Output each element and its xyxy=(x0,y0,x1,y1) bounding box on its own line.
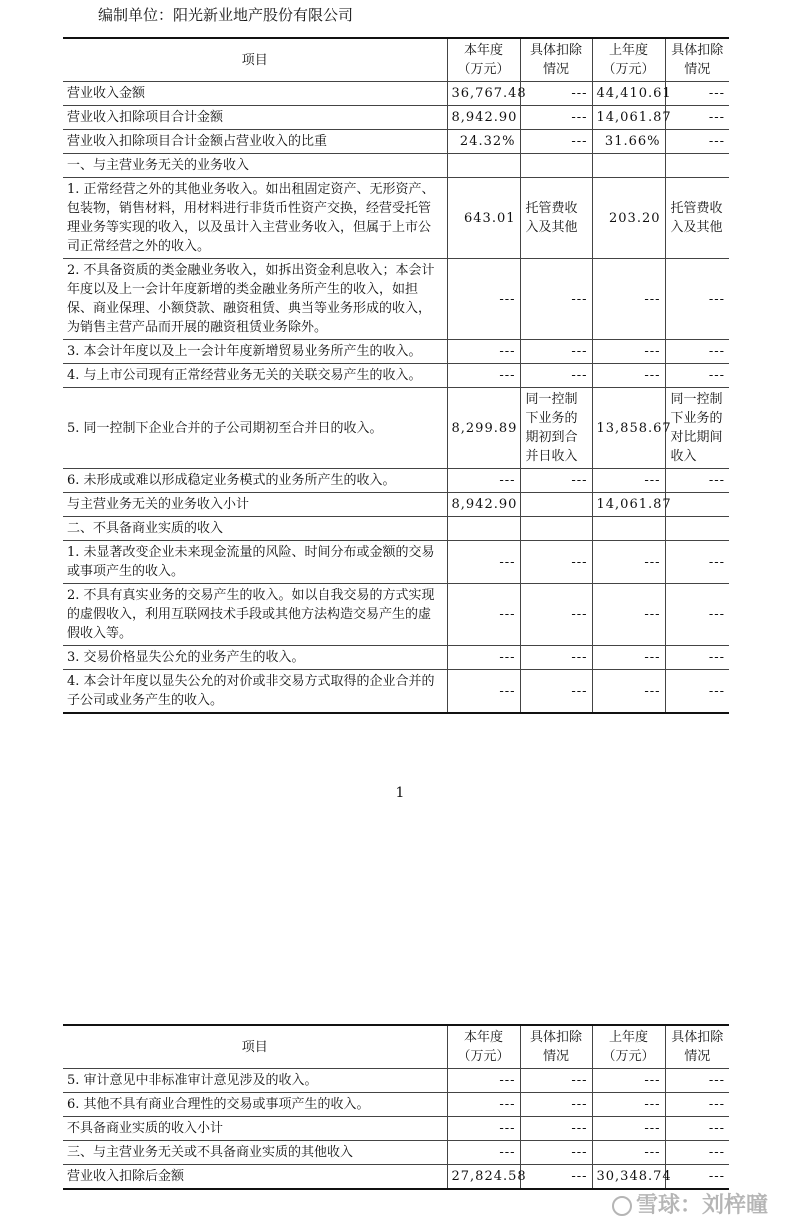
row-label: 营业收入金额 xyxy=(63,82,447,106)
table-row xyxy=(63,82,729,106)
row-label: 4. 与上市公司现有正常经营业务无关的关联交易产生的收入。 xyxy=(63,364,447,388)
row-label: 不具备商业实质的收入小计 xyxy=(63,1117,447,1141)
current-year-value: 27,824.58 xyxy=(447,1165,520,1190)
prior-deduction-detail xyxy=(665,517,729,541)
row-label: 6. 其他不具有商业合理性的交易或事项产生的收入。 xyxy=(63,1093,447,1117)
current-deduction-detail: --- xyxy=(520,1117,592,1141)
prior-year-value: --- xyxy=(592,670,665,714)
prior-year-value: --- xyxy=(592,646,665,670)
table-row xyxy=(63,106,729,130)
prior-deduction-detail xyxy=(665,493,729,517)
prior-year-value: --- xyxy=(592,1093,665,1117)
current-year-value: --- xyxy=(447,646,520,670)
current-year-value: --- xyxy=(447,541,520,584)
prior-year-value: 203.20 xyxy=(592,178,665,259)
row-label: 5. 审计意见中非标准审计意见涉及的收入。 xyxy=(63,1069,447,1093)
table-row xyxy=(63,584,729,646)
table-row xyxy=(63,259,729,340)
prior-deduction-detail: --- xyxy=(665,469,729,493)
table-row xyxy=(63,469,729,493)
row-label: 三、与主营业务无关或不具备商业实质的其他收入 xyxy=(63,1141,447,1165)
current-deduction-detail xyxy=(520,154,592,178)
table-row xyxy=(63,364,729,388)
page-number: 1 xyxy=(395,785,405,801)
table-row xyxy=(63,1165,729,1190)
current-year-value: --- xyxy=(447,1093,520,1117)
table-row xyxy=(63,541,729,584)
table-header-row xyxy=(63,38,729,82)
prior-deduction-detail: --- xyxy=(665,106,729,130)
header-prior-deduction: 具体扣除 情况 xyxy=(665,38,729,82)
current-deduction-detail: 同一控制下业务的期初到合并日收入 xyxy=(520,388,592,469)
table-row xyxy=(63,517,729,541)
table-row xyxy=(63,130,729,154)
table-header-row xyxy=(63,1025,729,1069)
prior-year-value: --- xyxy=(592,1141,665,1165)
current-deduction-detail: --- xyxy=(520,1069,592,1093)
prior-deduction-detail: --- xyxy=(665,670,729,714)
current-year-value: 8,942.90 xyxy=(447,106,520,130)
prior-deduction-detail: --- xyxy=(665,1165,729,1190)
row-label: 6. 未形成或难以形成稳定业务模式的业务所产生的收入。 xyxy=(63,469,447,493)
prior-deduction-detail: --- xyxy=(665,1069,729,1093)
revenue-deduction-table-part2 xyxy=(63,1024,729,1190)
current-deduction-detail: --- xyxy=(520,1141,592,1165)
row-label: 一、与主营业务无关的业务收入 xyxy=(63,154,447,178)
header-item: 项目 xyxy=(63,1025,447,1069)
prior-year-value: 44,410.61 xyxy=(592,82,665,106)
snowball-logo-icon xyxy=(612,1196,632,1216)
current-year-value: --- xyxy=(447,259,520,340)
prior-year-value: --- xyxy=(592,541,665,584)
revenue-deduction-table-part1 xyxy=(63,37,729,714)
prior-year-value: 13,858.67 xyxy=(592,388,665,469)
prior-year-value: --- xyxy=(592,340,665,364)
prior-deduction-detail: --- xyxy=(665,1141,729,1165)
prior-year-value: 14,061.87 xyxy=(592,106,665,130)
row-label: 营业收入扣除项目合计金额 xyxy=(63,106,447,130)
current-year-value: 24.32% xyxy=(447,130,520,154)
prior-year-value: --- xyxy=(592,584,665,646)
prior-year-value: --- xyxy=(592,259,665,340)
current-deduction-detail: --- xyxy=(520,106,592,130)
prior-deduction-detail: --- xyxy=(665,340,729,364)
current-year-value: 36,767.48 xyxy=(447,82,520,106)
prior-deduction-detail: --- xyxy=(665,584,729,646)
prior-deduction-detail: --- xyxy=(665,646,729,670)
table-row xyxy=(63,178,729,259)
prior-deduction-detail: --- xyxy=(665,1093,729,1117)
header-prior-year: 上年度 （万元） xyxy=(592,38,665,82)
current-deduction-detail: --- xyxy=(520,82,592,106)
prior-year-value: --- xyxy=(592,1117,665,1141)
current-year-value: --- xyxy=(447,469,520,493)
current-deduction-detail: --- xyxy=(520,130,592,154)
table-row xyxy=(63,493,729,517)
current-deduction-detail xyxy=(520,493,592,517)
current-year-value: --- xyxy=(447,1117,520,1141)
prior-deduction-detail: --- xyxy=(665,541,729,584)
row-label: 1. 正常经营之外的其他业务收入。如出租固定资产、无形资产、包装物，销售材料，用材料进行非货币性资产交换，经营受托管理业务等实现的收入，以及虽计入主营业务收入，但属于上市公司正常经营之外的收入。 xyxy=(63,178,447,259)
prior-deduction-detail: 同一控制下业务的对比期间收入 xyxy=(665,388,729,469)
row-label: 3. 交易价格显失公允的业务产生的收入。 xyxy=(63,646,447,670)
prior-year-value: --- xyxy=(592,1069,665,1093)
current-year-value: --- xyxy=(447,340,520,364)
current-year-value: --- xyxy=(447,1141,520,1165)
header-prior-deduction: 具体扣除 情况 xyxy=(665,1025,729,1069)
header-current-year: 本年度 （万元） xyxy=(447,1025,520,1069)
row-label: 2. 不具备资质的类金融业务收入，如拆出资金利息收入；本会计年度以及上一会计年度新增的类金融业务所产生的收入，如担保、商业保理、小额贷款、融资租赁、典当等业务形成的收入，为销售主营产品而开展的融资租赁业务除外。 xyxy=(63,259,447,340)
current-deduction-detail: --- xyxy=(520,469,592,493)
prior-deduction-detail: --- xyxy=(665,1117,729,1141)
prior-deduction-detail: --- xyxy=(665,364,729,388)
header-current-deduction: 具体扣除 情况 xyxy=(520,1025,592,1069)
prior-year-value xyxy=(592,154,665,178)
current-year-value: 8,942.90 xyxy=(447,493,520,517)
current-deduction-detail: --- xyxy=(520,259,592,340)
current-year-value xyxy=(447,517,520,541)
current-year-value xyxy=(447,154,520,178)
current-deduction-detail: --- xyxy=(520,541,592,584)
table-row xyxy=(63,1069,729,1093)
watermark: 雪球：刘梓曈 xyxy=(612,1188,768,1219)
row-label: 5. 同一控制下企业合并的子公司期初至合并日的收入。 xyxy=(63,388,447,469)
prior-year-value: 30,348.74 xyxy=(592,1165,665,1190)
current-deduction-detail: --- xyxy=(520,584,592,646)
current-year-value: --- xyxy=(447,584,520,646)
table-row xyxy=(63,340,729,364)
table-row xyxy=(63,646,729,670)
row-label: 营业收入扣除后金额 xyxy=(63,1165,447,1190)
row-label: 2. 不具有真实业务的交易产生的收入。如以自我交易的方式实现的虚假收入，利用互联网技术手段或其他方法构造交易产生的虚假收入等。 xyxy=(63,584,447,646)
header-current-year: 本年度 （万元） xyxy=(447,38,520,82)
prior-deduction-detail: --- xyxy=(665,82,729,106)
current-deduction-detail: 托管费收入及其他 xyxy=(520,178,592,259)
prior-deduction-detail: --- xyxy=(665,130,729,154)
row-label: 3. 本会计年度以及上一会计年度新增贸易业务所产生的收入。 xyxy=(63,340,447,364)
current-year-value: 8,299.89 xyxy=(447,388,520,469)
header-prior-year: 上年度 （万元） xyxy=(592,1025,665,1069)
current-year-value: --- xyxy=(447,1069,520,1093)
current-year-value: --- xyxy=(447,670,520,714)
prior-year-value xyxy=(592,517,665,541)
current-deduction-detail: --- xyxy=(520,646,592,670)
prior-year-value: --- xyxy=(592,364,665,388)
table-row xyxy=(63,670,729,714)
row-label: 营业收入扣除项目合计金额占营业收入的比重 xyxy=(63,130,447,154)
row-label: 二、不具备商业实质的收入 xyxy=(63,517,447,541)
table-row xyxy=(63,1117,729,1141)
compiling-unit: 编制单位：阳光新业地产股份有限公司 xyxy=(98,6,354,24)
row-label: 与主营业务无关的业务收入小计 xyxy=(63,493,447,517)
row-label: 1. 未显著改变企业未来现金流量的风险、时间分布或金额的交易或事项产生的收入。 xyxy=(63,541,447,584)
table-row xyxy=(63,1141,729,1165)
header-current-deduction: 具体扣除 情况 xyxy=(520,38,592,82)
current-year-value: --- xyxy=(447,364,520,388)
prior-deduction-detail xyxy=(665,154,729,178)
prior-deduction-detail: --- xyxy=(665,259,729,340)
prior-year-value: 31.66% xyxy=(592,130,665,154)
header-item: 项目 xyxy=(63,38,447,82)
prior-year-value: --- xyxy=(592,469,665,493)
current-deduction-detail: --- xyxy=(520,340,592,364)
prior-year-value: 14,061.87 xyxy=(592,493,665,517)
current-deduction-detail xyxy=(520,517,592,541)
current-deduction-detail: --- xyxy=(520,1093,592,1117)
current-deduction-detail: --- xyxy=(520,670,592,714)
current-year-value: 643.01 xyxy=(447,178,520,259)
row-label: 4. 本会计年度以显失公允的对价或非交易方式取得的企业合并的子公司或业务产生的收入。 xyxy=(63,670,447,714)
current-deduction-detail: --- xyxy=(520,364,592,388)
table-row xyxy=(63,1093,729,1117)
table-row xyxy=(63,154,729,178)
prior-deduction-detail: 托管费收入及其他 xyxy=(665,178,729,259)
current-deduction-detail: --- xyxy=(520,1165,592,1190)
table-row xyxy=(63,388,729,469)
